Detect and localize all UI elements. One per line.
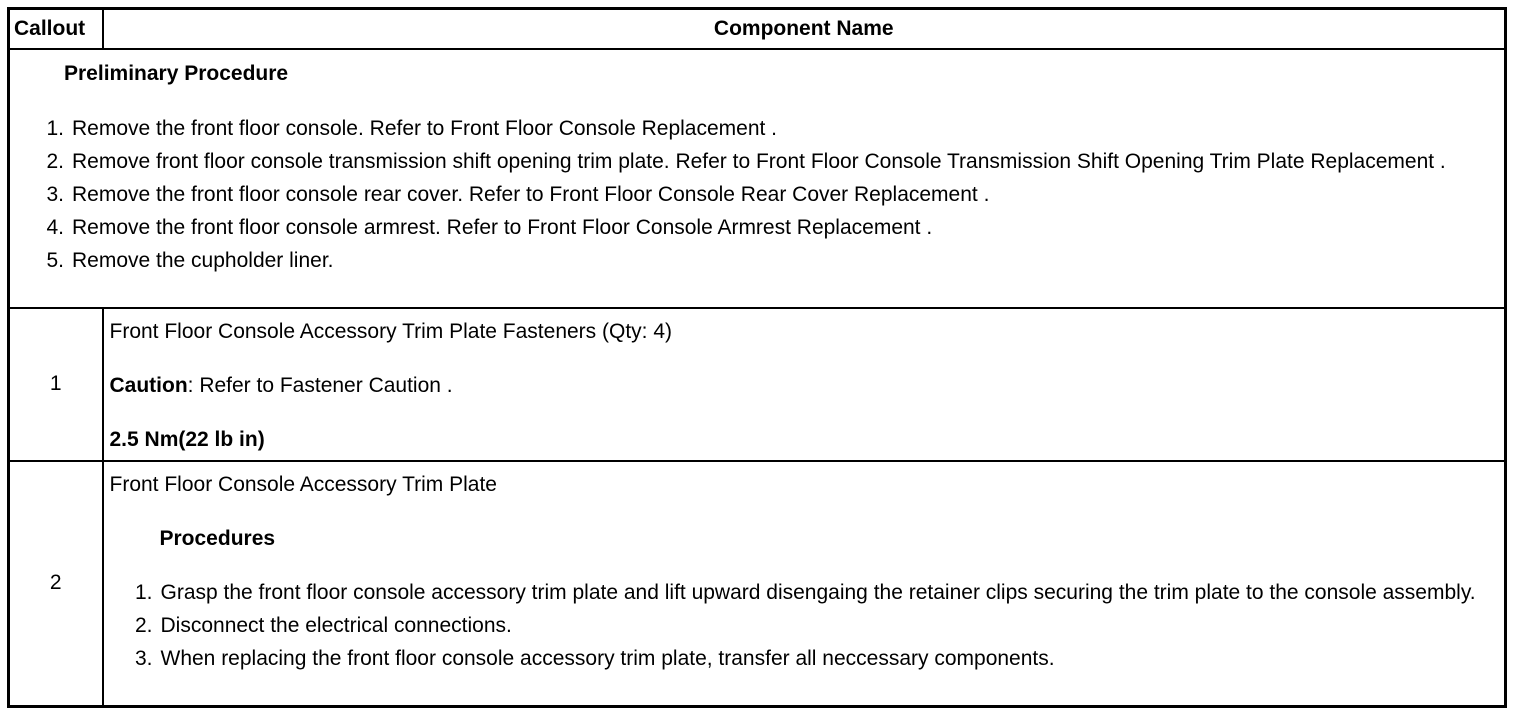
component-name: Front Floor Console Accessory Trim Plate Fasteners (Qty: 4) [109,319,673,343]
preliminary-procedure-row [9,49,1506,308]
list-item [110,578,1499,608]
list-item [110,611,1499,641]
component-name-cell [103,461,1506,707]
step-number: 5. [46,248,64,272]
list-item [10,180,1504,210]
caution-note [110,371,1499,401]
preliminary-procedure-cell [9,49,1506,308]
component-table [7,7,1507,708]
list-item [10,213,1504,243]
preliminary-steps-list [10,114,1504,276]
preliminary-procedure-title: Preliminary Procedure [64,61,289,85]
step-number: 1. [46,116,64,140]
step-text: Grasp the front floor console accessory trim plate and lift upward disengaing the retainer clips securing the trim plate to the console assembly. [160,580,1476,604]
table-header-row [9,9,1506,49]
component-name-column-header: Component Name [103,9,1506,49]
callout-number: 1 [9,308,103,461]
caution-text: : Refer to Fastener Caution . [187,373,453,397]
step-number: 3. [134,646,153,670]
step-number: 2. [134,613,153,637]
torque-spec: 2.5 Nm(22 lb in) [109,427,265,451]
step-text: Remove the front floor console rear cover. Refer to Front Floor Console Rear Cover Replacement . [72,182,990,206]
component-name-cell [103,308,1506,461]
step-number: 1. [134,580,153,604]
step-number: 3. [46,182,64,206]
step-number: 2. [46,149,64,173]
step-text: Remove the cupholder liner. [72,248,334,272]
procedures-title: Procedures [159,526,276,550]
list-item [10,114,1504,144]
table-row [9,461,1506,707]
caution-label: Caution [109,373,188,397]
step-text: Remove the front floor console armrest. Refer to Front Floor Console Armrest Replacement . [72,215,933,239]
callout-column-header: Callout [9,9,103,49]
step-text: Disconnect the electrical connections. [160,613,512,637]
table-row [9,308,1506,461]
component-name: Front Floor Console Accessory Trim Plate [109,472,497,496]
step-text: Remove the front floor console. Refer to Front Floor Console Replacement . [72,116,777,140]
list-item [110,644,1499,674]
step-text: When replacing the front floor console accessory trim plate, transfer all neccessary components. [160,646,1055,670]
list-item [10,147,1504,177]
callout-number: 2 [9,461,103,707]
procedures-steps-list [110,578,1499,674]
list-item [10,246,1504,276]
step-text: Remove front floor console transmission shift opening trim plate. Refer to Front Floor Console Transmission Shift Opening Trim Plate Replacement . [72,149,1446,173]
step-number: 4. [46,215,64,239]
